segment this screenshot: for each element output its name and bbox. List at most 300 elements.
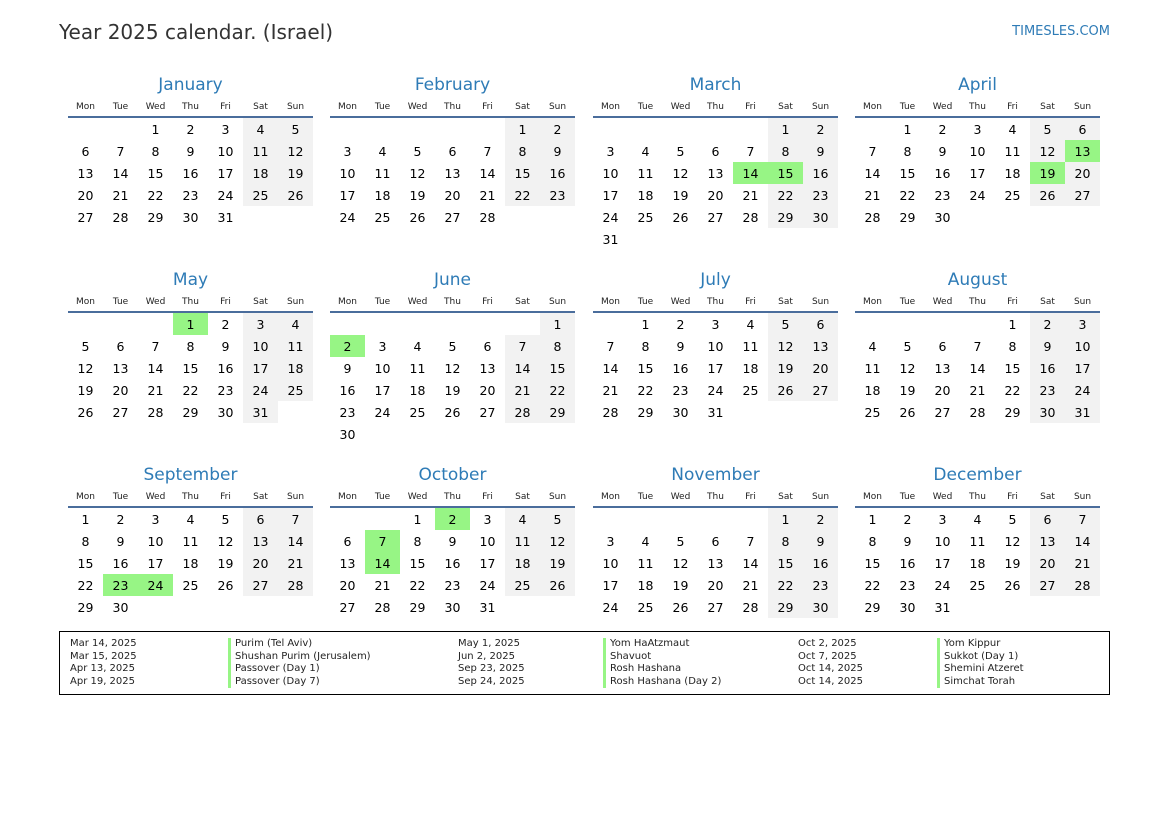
day-cell[interactable]: 11 [742, 338, 759, 354]
day-cell[interactable]: 17 [374, 382, 391, 398]
day-cell[interactable]: 6 [116, 338, 125, 354]
day-cell[interactable]: 23 [803, 184, 838, 206]
day-cell[interactable]: 3 [343, 143, 352, 159]
day-cell[interactable]: 24 [138, 574, 173, 596]
day-cell[interactable]: 22 [182, 382, 199, 398]
day-cell[interactable]: 12 [217, 533, 234, 549]
day-cell[interactable]: 12 [768, 335, 803, 357]
day-cell[interactable]: 7 [868, 143, 877, 159]
day-cell[interactable]: 10 [707, 338, 724, 354]
day-cell[interactable]: 14 [733, 162, 768, 184]
day-cell[interactable]: 4 [413, 338, 422, 354]
day-cell[interactable]: 28 [1065, 574, 1100, 596]
day-cell[interactable]: 18 [409, 382, 426, 398]
day-cell[interactable]: 16 [217, 360, 234, 376]
day-cell[interactable]: 10 [602, 165, 619, 181]
day-cell[interactable]: 5 [221, 511, 230, 527]
day-cell[interactable]: 21 [112, 187, 129, 203]
day-cell[interactable]: 15 [147, 165, 164, 181]
day-cell[interactable]: 27 [479, 404, 496, 420]
day-cell[interactable]: 21 [505, 379, 540, 401]
day-cell[interactable]: 22 [768, 184, 803, 206]
day-cell[interactable]: 13 [803, 335, 838, 357]
day-cell[interactable]: 19 [77, 382, 94, 398]
day-cell[interactable]: 1 [173, 312, 208, 335]
day-cell[interactable]: 2 [938, 121, 947, 137]
day-cell[interactable]: 19 [444, 382, 461, 398]
day-cell[interactable]: 11 [1004, 143, 1021, 159]
day-cell[interactable]: 10 [147, 533, 164, 549]
day-cell[interactable]: 21 [742, 577, 759, 593]
day-cell[interactable]: 22 [637, 382, 654, 398]
day-cell[interactable]: 3 [973, 121, 982, 137]
day-cell[interactable]: 28 [742, 599, 759, 615]
day-cell[interactable]: 18 [182, 555, 199, 571]
day-cell[interactable]: 2 [221, 316, 230, 332]
day-cell[interactable]: 23 [103, 574, 138, 596]
day-cell[interactable]: 27 [1065, 184, 1100, 206]
day-cell[interactable]: 28 [742, 209, 759, 225]
day-cell[interactable]: 5 [278, 117, 313, 140]
day-cell[interactable]: 8 [641, 338, 650, 354]
day-cell[interactable]: 20 [243, 552, 278, 574]
day-cell[interactable]: 25 [374, 209, 391, 225]
day-cell[interactable]: 7 [973, 338, 982, 354]
day-cell[interactable]: 13 [1065, 140, 1100, 162]
day-cell[interactable]: 13 [707, 555, 724, 571]
day-cell[interactable]: 15 [505, 162, 540, 184]
day-cell[interactable]: 3 [1065, 312, 1100, 335]
day-cell[interactable]: 31 [934, 599, 951, 615]
day-cell[interactable]: 4 [641, 533, 650, 549]
day-cell[interactable]: 24 [707, 382, 724, 398]
day-cell[interactable]: 21 [479, 187, 496, 203]
day-cell[interactable]: 14 [1065, 530, 1100, 552]
day-cell[interactable]: 26 [1004, 577, 1021, 593]
day-cell[interactable]: 22 [77, 577, 94, 593]
day-cell[interactable]: 14 [479, 165, 496, 181]
day-cell[interactable]: 6 [343, 533, 352, 549]
day-cell[interactable]: 28 [147, 404, 164, 420]
day-cell[interactable]: 30 [672, 404, 689, 420]
day-cell[interactable]: 29 [147, 209, 164, 225]
day-cell[interactable]: 3 [151, 511, 160, 527]
day-cell[interactable]: 4 [505, 507, 540, 530]
day-cell[interactable]: 8 [1008, 338, 1017, 354]
day-cell[interactable]: 18 [637, 577, 654, 593]
day-cell[interactable]: 18 [374, 187, 391, 203]
day-cell[interactable]: 18 [505, 552, 540, 574]
day-cell[interactable]: 30 [112, 599, 129, 615]
day-cell[interactable]: 3 [606, 533, 615, 549]
day-cell[interactable]: 2 [903, 511, 912, 527]
day-cell[interactable]: 3 [606, 143, 615, 159]
day-cell[interactable]: 9 [221, 338, 230, 354]
day-cell[interactable]: 12 [1030, 140, 1065, 162]
day-cell[interactable]: 16 [182, 165, 199, 181]
day-cell[interactable]: 23 [803, 574, 838, 596]
day-cell[interactable]: 28 [602, 404, 619, 420]
day-cell[interactable]: 1 [868, 511, 877, 527]
day-cell[interactable]: 27 [77, 209, 94, 225]
day-cell[interactable]: 2 [676, 316, 685, 332]
day-cell[interactable]: 25 [243, 184, 278, 206]
day-cell[interactable]: 11 [969, 533, 986, 549]
day-cell[interactable]: 12 [444, 360, 461, 376]
day-cell[interactable]: 22 [540, 379, 575, 401]
day-cell[interactable]: 10 [374, 360, 391, 376]
day-cell[interactable]: 19 [540, 552, 575, 574]
day-cell[interactable]: 25 [742, 382, 759, 398]
day-cell[interactable]: 9 [938, 143, 947, 159]
day-cell[interactable]: 15 [637, 360, 654, 376]
day-cell[interactable]: 23 [1030, 379, 1065, 401]
day-cell[interactable]: 28 [374, 599, 391, 615]
day-cell[interactable]: 14 [742, 555, 759, 571]
day-cell[interactable]: 29 [182, 404, 199, 420]
day-cell[interactable]: 24 [217, 187, 234, 203]
day-cell[interactable]: 11 [243, 140, 278, 162]
day-cell[interactable]: 26 [1030, 184, 1065, 206]
day-cell[interactable]: 27 [803, 379, 838, 401]
day-cell[interactable]: 24 [374, 404, 391, 420]
day-cell[interactable]: 13 [1030, 530, 1065, 552]
day-cell[interactable]: 9 [1030, 335, 1065, 357]
day-cell[interactable]: 7 [1065, 507, 1100, 530]
day-cell[interactable]: 16 [899, 555, 916, 571]
day-cell[interactable]: 12 [540, 530, 575, 552]
day-cell[interactable]: 12 [278, 140, 313, 162]
day-cell[interactable]: 10 [1065, 335, 1100, 357]
day-cell[interactable]: 4 [1008, 121, 1017, 137]
day-cell[interactable]: 27 [934, 404, 951, 420]
day-cell[interactable]: 13 [112, 360, 129, 376]
day-cell[interactable]: 2 [803, 117, 838, 140]
day-cell[interactable]: 21 [1065, 552, 1100, 574]
day-cell[interactable]: 23 [339, 404, 356, 420]
day-cell[interactable]: 6 [81, 143, 90, 159]
day-cell[interactable]: 16 [803, 552, 838, 574]
day-cell[interactable]: 25 [969, 577, 986, 593]
day-cell[interactable]: 16 [934, 165, 951, 181]
day-cell[interactable]: 4 [278, 312, 313, 335]
day-cell[interactable]: 21 [969, 382, 986, 398]
day-cell[interactable]: 17 [934, 555, 951, 571]
day-cell[interactable]: 9 [343, 360, 352, 376]
day-cell[interactable]: 22 [768, 574, 803, 596]
day-cell[interactable]: 17 [147, 555, 164, 571]
day-cell[interactable]: 17 [602, 187, 619, 203]
day-cell[interactable]: 5 [413, 143, 422, 159]
day-cell[interactable]: 29 [899, 209, 916, 225]
day-cell[interactable]: 28 [112, 209, 129, 225]
day-cell[interactable]: 26 [217, 577, 234, 593]
day-cell[interactable]: 7 [483, 143, 492, 159]
day-cell[interactable]: 26 [768, 379, 803, 401]
day-cell[interactable]: 27 [444, 209, 461, 225]
day-cell[interactable]: 1 [903, 121, 912, 137]
day-cell[interactable]: 26 [409, 209, 426, 225]
day-cell[interactable]: 30 [1030, 401, 1065, 423]
day-cell[interactable]: 4 [186, 511, 195, 527]
day-cell[interactable]: 28 [864, 209, 881, 225]
day-cell[interactable]: 14 [505, 357, 540, 379]
day-cell[interactable]: 24 [243, 379, 278, 401]
day-cell[interactable]: 26 [278, 184, 313, 206]
day-cell[interactable]: 1 [151, 121, 160, 137]
day-cell[interactable]: 15 [768, 162, 803, 184]
day-cell[interactable]: 8 [540, 335, 575, 357]
day-cell[interactable]: 31 [707, 404, 724, 420]
day-cell[interactable]: 13 [77, 165, 94, 181]
day-cell[interactable]: 10 [479, 533, 496, 549]
day-cell[interactable]: 7 [151, 338, 160, 354]
day-cell[interactable]: 8 [868, 533, 877, 549]
day-cell[interactable]: 22 [1004, 382, 1021, 398]
day-cell[interactable]: 5 [1008, 511, 1017, 527]
day-cell[interactable]: 21 [602, 382, 619, 398]
day-cell[interactable]: 4 [243, 117, 278, 140]
day-cell[interactable]: 15 [899, 165, 916, 181]
day-cell[interactable]: 17 [217, 165, 234, 181]
day-cell[interactable]: 19 [1030, 162, 1065, 184]
day-cell[interactable]: 29 [1004, 404, 1021, 420]
day-cell[interactable]: 17 [479, 555, 496, 571]
day-cell[interactable]: 20 [444, 187, 461, 203]
day-cell[interactable]: 1 [540, 312, 575, 335]
day-cell[interactable]: 20 [479, 382, 496, 398]
day-cell[interactable]: 30 [182, 209, 199, 225]
day-cell[interactable]: 7 [746, 143, 755, 159]
day-cell[interactable]: 9 [448, 533, 457, 549]
day-cell[interactable]: 22 [864, 577, 881, 593]
day-cell[interactable]: 24 [479, 577, 496, 593]
day-cell[interactable]: 27 [1030, 574, 1065, 596]
day-cell[interactable]: 16 [803, 162, 838, 184]
day-cell[interactable]: 8 [903, 143, 912, 159]
day-cell[interactable]: 30 [217, 404, 234, 420]
day-cell[interactable]: 5 [676, 533, 685, 549]
day-cell[interactable]: 23 [444, 577, 461, 593]
day-cell[interactable]: 7 [116, 143, 125, 159]
day-cell[interactable]: 8 [81, 533, 90, 549]
day-cell[interactable]: 30 [339, 426, 356, 442]
day-cell[interactable]: 5 [903, 338, 912, 354]
day-cell[interactable]: 16 [112, 555, 129, 571]
day-cell[interactable]: 9 [116, 533, 125, 549]
day-cell[interactable]: 8 [151, 143, 160, 159]
day-cell[interactable]: 30 [444, 599, 461, 615]
day-cell[interactable]: 23 [934, 187, 951, 203]
day-cell[interactable]: 6 [711, 143, 720, 159]
day-cell[interactable]: 15 [540, 357, 575, 379]
day-cell[interactable]: 9 [540, 140, 575, 162]
day-cell[interactable]: 16 [1030, 357, 1065, 379]
day-cell[interactable]: 8 [505, 140, 540, 162]
day-cell[interactable]: 20 [1065, 162, 1100, 184]
day-cell[interactable]: 6 [938, 338, 947, 354]
day-cell[interactable]: 27 [112, 404, 129, 420]
day-cell[interactable]: 21 [278, 552, 313, 574]
day-cell[interactable]: 11 [864, 360, 881, 376]
day-cell[interactable]: 11 [182, 533, 199, 549]
day-cell[interactable]: 2 [1030, 312, 1065, 335]
day-cell[interactable]: 6 [448, 143, 457, 159]
day-cell[interactable]: 26 [672, 209, 689, 225]
day-cell[interactable]: 20 [707, 187, 724, 203]
day-cell[interactable]: 27 [243, 574, 278, 596]
day-cell[interactable]: 30 [899, 599, 916, 615]
day-cell[interactable]: 30 [803, 206, 838, 228]
day-cell[interactable]: 11 [374, 165, 391, 181]
day-cell[interactable]: 29 [77, 599, 94, 615]
day-cell[interactable]: 22 [409, 577, 426, 593]
day-cell[interactable]: 4 [746, 316, 755, 332]
day-cell[interactable]: 14 [112, 165, 129, 181]
day-cell[interactable]: 2 [803, 507, 838, 530]
day-cell[interactable]: 29 [768, 206, 803, 228]
day-cell[interactable]: 13 [339, 555, 356, 571]
day-cell[interactable]: 26 [672, 599, 689, 615]
day-cell[interactable]: 1 [641, 316, 650, 332]
day-cell[interactable]: 10 [602, 555, 619, 571]
day-cell[interactable]: 13 [444, 165, 461, 181]
day-cell[interactable]: 23 [899, 577, 916, 593]
day-cell[interactable]: 14 [365, 552, 400, 574]
day-cell[interactable]: 10 [339, 165, 356, 181]
day-cell[interactable]: 19 [672, 577, 689, 593]
day-cell[interactable]: 3 [378, 338, 387, 354]
day-cell[interactable]: 17 [602, 577, 619, 593]
day-cell[interactable]: 12 [672, 165, 689, 181]
day-cell[interactable]: 20 [707, 577, 724, 593]
day-cell[interactable]: 15 [1004, 360, 1021, 376]
day-cell[interactable]: 7 [606, 338, 615, 354]
day-cell[interactable]: 18 [969, 555, 986, 571]
day-cell[interactable]: 2 [330, 335, 365, 357]
day-cell[interactable]: 24 [934, 577, 951, 593]
day-cell[interactable]: 6 [243, 507, 278, 530]
day-cell[interactable]: 20 [934, 382, 951, 398]
day-cell[interactable]: 12 [1004, 533, 1021, 549]
day-cell[interactable]: 6 [711, 533, 720, 549]
day-cell[interactable]: 4 [641, 143, 650, 159]
day-cell[interactable]: 18 [742, 360, 759, 376]
day-cell[interactable]: 16 [672, 360, 689, 376]
day-cell[interactable]: 21 [864, 187, 881, 203]
day-cell[interactable]: 20 [77, 187, 94, 203]
day-cell[interactable]: 12 [672, 555, 689, 571]
day-cell[interactable]: 25 [864, 404, 881, 420]
day-cell[interactable]: 31 [602, 231, 619, 247]
day-cell[interactable]: 9 [676, 338, 685, 354]
day-cell[interactable]: 7 [505, 335, 540, 357]
day-cell[interactable]: 24 [339, 209, 356, 225]
day-cell[interactable]: 20 [1030, 552, 1065, 574]
day-cell[interactable]: 28 [479, 209, 496, 225]
day-cell[interactable]: 31 [217, 209, 234, 225]
day-cell[interactable]: 25 [278, 379, 313, 401]
day-cell[interactable]: 13 [479, 360, 496, 376]
day-cell[interactable]: 27 [339, 599, 356, 615]
day-cell[interactable]: 6 [1030, 507, 1065, 530]
day-cell[interactable]: 25 [1004, 187, 1021, 203]
day-cell[interactable]: 12 [899, 360, 916, 376]
day-cell[interactable]: 20 [803, 357, 838, 379]
day-cell[interactable]: 22 [505, 184, 540, 206]
day-cell[interactable]: 15 [182, 360, 199, 376]
day-cell[interactable]: 21 [742, 187, 759, 203]
day-cell[interactable]: 5 [768, 312, 803, 335]
day-cell[interactable]: 24 [602, 209, 619, 225]
day-cell[interactable]: 10 [243, 335, 278, 357]
day-cell[interactable]: 19 [278, 162, 313, 184]
day-cell[interactable]: 25 [505, 574, 540, 596]
day-cell[interactable]: 31 [1065, 401, 1100, 423]
day-cell[interactable]: 10 [934, 533, 951, 549]
day-cell[interactable]: 14 [147, 360, 164, 376]
day-cell[interactable]: 18 [243, 162, 278, 184]
day-cell[interactable]: 29 [540, 401, 575, 423]
day-cell[interactable]: 25 [409, 404, 426, 420]
day-cell[interactable]: 12 [409, 165, 426, 181]
day-cell[interactable]: 23 [217, 382, 234, 398]
day-cell[interactable]: 11 [409, 360, 426, 376]
day-cell[interactable]: 15 [864, 555, 881, 571]
day-cell[interactable]: 23 [540, 184, 575, 206]
day-cell[interactable]: 7 [365, 530, 400, 552]
day-cell[interactable]: 25 [637, 209, 654, 225]
day-cell[interactable]: 15 [77, 555, 94, 571]
day-cell[interactable]: 28 [505, 401, 540, 423]
day-cell[interactable]: 5 [448, 338, 457, 354]
day-cell[interactable]: 22 [147, 187, 164, 203]
day-cell[interactable]: 30 [803, 596, 838, 618]
day-cell[interactable]: 15 [409, 555, 426, 571]
day-cell[interactable]: 8 [413, 533, 422, 549]
day-cell[interactable]: 1 [768, 507, 803, 530]
day-cell[interactable]: 30 [934, 209, 951, 225]
day-cell[interactable]: 9 [903, 533, 912, 549]
day-cell[interactable]: 11 [637, 555, 654, 571]
day-cell[interactable]: 9 [186, 143, 195, 159]
day-cell[interactable]: 2 [435, 507, 470, 530]
day-cell[interactable]: 8 [186, 338, 195, 354]
day-cell[interactable]: 3 [938, 511, 947, 527]
day-cell[interactable]: 1 [1008, 316, 1017, 332]
day-cell[interactable]: 16 [540, 162, 575, 184]
day-cell[interactable]: 24 [602, 599, 619, 615]
day-cell[interactable]: 7 [278, 507, 313, 530]
day-cell[interactable]: 14 [278, 530, 313, 552]
day-cell[interactable]: 13 [707, 165, 724, 181]
site-link[interactable]: TIMESLES.COM [1012, 24, 1110, 39]
day-cell[interactable]: 3 [711, 316, 720, 332]
day-cell[interactable]: 14 [602, 360, 619, 376]
day-cell[interactable]: 23 [672, 382, 689, 398]
day-cell[interactable]: 21 [374, 577, 391, 593]
day-cell[interactable]: 5 [81, 338, 90, 354]
day-cell[interactable]: 4 [973, 511, 982, 527]
day-cell[interactable]: 24 [1065, 379, 1100, 401]
day-cell[interactable]: 10 [969, 143, 986, 159]
day-cell[interactable]: 17 [707, 360, 724, 376]
day-cell[interactable]: 11 [637, 165, 654, 181]
day-cell[interactable]: 9 [803, 530, 838, 552]
day-cell[interactable]: 19 [768, 357, 803, 379]
day-cell[interactable]: 17 [969, 165, 986, 181]
day-cell[interactable]: 5 [676, 143, 685, 159]
